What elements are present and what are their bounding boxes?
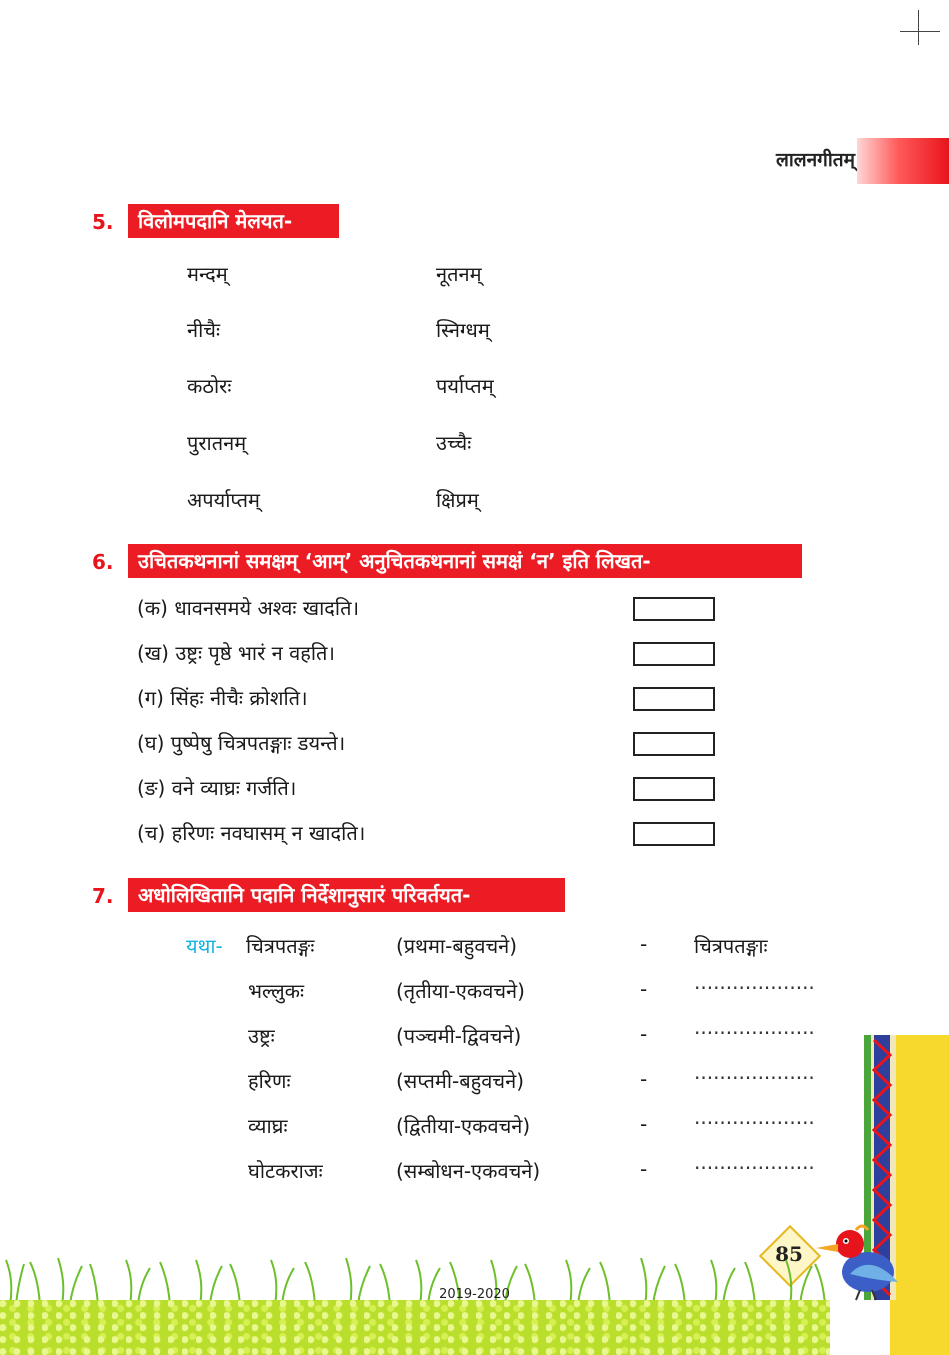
question-6-heading: उचितकथनानां समक्षम् ‘आम्’ अनुचितकथनानां समक्षं ‘न’ इति लिखत- [128, 544, 802, 578]
q7-word: भल्लुकः [248, 979, 305, 1003]
answer-box[interactable] [633, 687, 715, 711]
q7-answer-blank[interactable]: ................... [694, 1060, 815, 1084]
answer-box[interactable] [633, 822, 715, 846]
q5-right-word: उच्चैः [436, 431, 472, 455]
q7-dash: - [640, 1067, 648, 1091]
q7-word: हरिणः [248, 1069, 291, 1093]
crop-mark [918, 10, 919, 45]
page-number: 85 [775, 1242, 803, 1266]
q7-instruction: (तृतीया-एकवचने) [396, 979, 525, 1003]
q7-answer-blank[interactable]: ................... [694, 1105, 815, 1129]
q5-left-word: मन्दम् [187, 262, 228, 286]
question-5-heading: विलोमपदानि मेलयत- [128, 204, 339, 238]
running-head-bar [857, 138, 949, 184]
running-head-title: लालनगीतम् [775, 149, 855, 171]
q6-statement: (घ) पुष्पेषु चित्रपतङ्गाः डयन्ते। [137, 731, 346, 755]
q5-right-word: नूतनम् [436, 262, 482, 286]
edition-year: 2019-2020 [439, 1287, 510, 1302]
q6-statement: (ग) सिंहः नीचैः क्रोशति। [137, 686, 308, 710]
q7-instruction: (प्रथमा-बहुवचने) [396, 934, 518, 958]
q7-word: व्याघ्रः [248, 1114, 288, 1138]
q7-instruction: (सम्बोधन-एकवचने) [396, 1159, 541, 1183]
question-number-6: 6. [92, 550, 114, 574]
q7-dash: - [640, 1022, 648, 1046]
question-number-7: 7. [92, 884, 114, 908]
q7-instruction: (द्वितीया-एकवचने) [396, 1114, 531, 1138]
q6-statement: (ख) उष्ट्रः पृष्ठे भारं न वहति। [137, 641, 335, 665]
q7-answer-blank[interactable]: ................... [694, 1150, 815, 1174]
answer-box[interactable] [633, 597, 715, 621]
question-number-5: 5. [92, 210, 114, 234]
answer-box[interactable] [633, 732, 715, 756]
q7-dash: - [640, 977, 648, 1001]
q7-answer: चित्रपतङ्गाः [694, 934, 768, 958]
grass-ground [0, 1300, 830, 1355]
answer-box[interactable] [633, 777, 715, 801]
q7-word: उष्ट्रः [248, 1024, 275, 1048]
q7-answer-blank[interactable]: ................... [694, 1015, 815, 1039]
q5-left-word: पुरातनम् [187, 431, 247, 455]
q6-statement: (क) धावनसमये अश्वः खादति। [137, 596, 360, 620]
decorative-yellow-strip [890, 1035, 949, 1355]
q7-dash: - [640, 1112, 648, 1136]
q7-answer-blank[interactable]: ................... [694, 970, 815, 994]
q6-statement: (ङ) वने व्याघ्रः गर्जति। [137, 776, 297, 800]
q7-instruction: (सप्तमी-बहुवचने) [396, 1069, 525, 1093]
q5-left-word: नीचैः [187, 318, 221, 342]
q7-instruction: (पञ्चमी-द्विवचने) [396, 1024, 522, 1048]
q5-left-word: अपर्याप्तम् [187, 488, 260, 512]
crop-mark [900, 31, 940, 32]
running-head [0, 138, 949, 184]
question-7-heading: अधोलिखितानि पदानि निर्देशानुसारं परिवर्तयत- [128, 878, 565, 912]
q5-right-word: स्निग्धम् [436, 318, 490, 342]
q7-word: घोटकराजः [248, 1159, 323, 1183]
q7-dash: - [640, 1157, 648, 1181]
q5-right-word: पर्याप्तम् [436, 374, 494, 398]
q5-right-word: क्षिप्रम् [436, 488, 479, 512]
q7-word: चित्रपतङ्गः [246, 934, 315, 958]
answer-box[interactable] [633, 642, 715, 666]
q6-statement: (च) हरिणः नवघासम् न खादति। [137, 821, 366, 845]
q5-left-word: कठोरः [187, 374, 232, 398]
example-label: यथा- [186, 934, 223, 958]
q7-dash: - [640, 932, 648, 956]
